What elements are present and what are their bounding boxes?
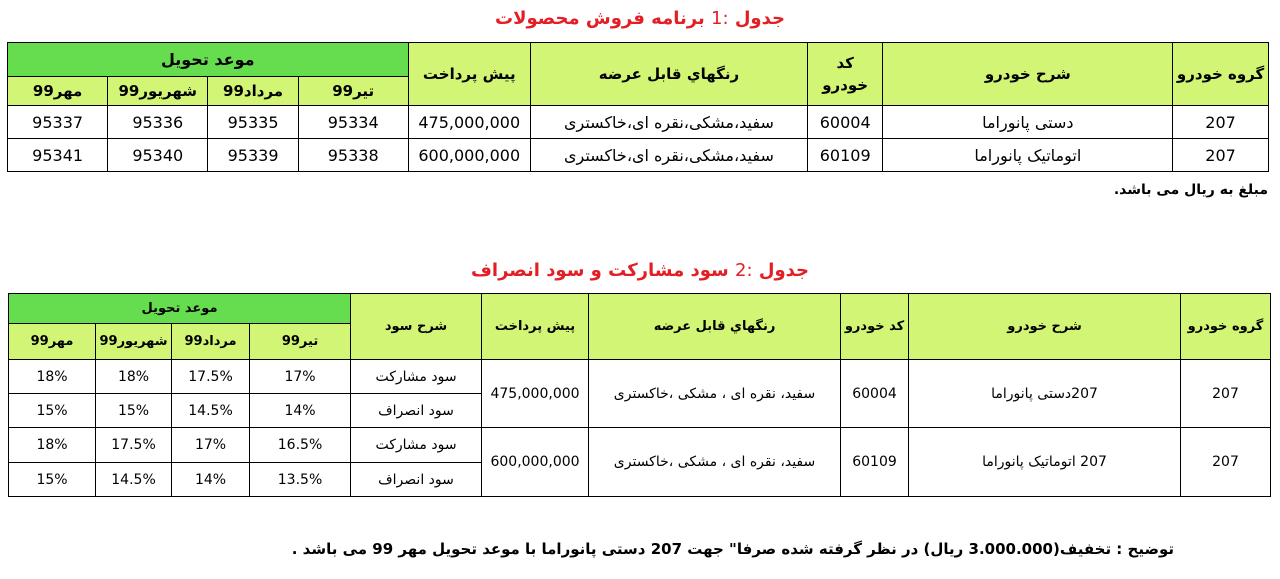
cell-colors: سفید، نقره ای ، مشکی ،خاکستری (589, 428, 841, 497)
cell-percent: 13.5% (250, 463, 351, 497)
cell-month-value: 95336 (108, 106, 208, 139)
cell-percent: 18% (9, 428, 96, 463)
header-prepayment: پیش پرداخت (408, 43, 530, 106)
header-car-description: شرح خودرو (883, 43, 1173, 106)
header-profit-description: شرح سود (351, 294, 482, 360)
table1-title (0, 8, 1280, 29)
cell-percent: 15% (9, 394, 96, 428)
table2-title (0, 260, 1280, 281)
header-month-tir: تیر99 (250, 324, 351, 360)
cell-group: 207 (1173, 139, 1269, 172)
header-car-code: کد خودرو (841, 294, 909, 360)
header-car-code-line1: کد (836, 54, 854, 72)
table-row (9, 360, 1271, 394)
cell-colors: سفید،مشکی،نقره ای،خاکستری (530, 139, 807, 172)
cell-profit-label: سود انصراف (351, 394, 482, 428)
cell-prepayment: 475,000,000 (482, 360, 589, 428)
cell-percent: 16.5% (250, 428, 351, 463)
header-car-group: گروه خودرو (1181, 294, 1271, 360)
cell-group: 207 (1173, 106, 1269, 139)
table2-title-text: سود مشارکت و سود انصراف (470, 260, 729, 281)
cell-percent: 17.5% (172, 360, 250, 394)
table-row (9, 428, 1271, 463)
cell-month-value: 95334 (298, 106, 408, 139)
cell-profit-label: سود انصراف (351, 463, 482, 497)
profit-table (8, 293, 1271, 497)
cell-group: 207 (1181, 360, 1271, 428)
header-car-code (807, 43, 883, 106)
sales-program-table (7, 42, 1269, 172)
header-available-colors: رنگهاي قابل عرضه (589, 294, 841, 360)
cell-month-value: 95341 (8, 139, 108, 172)
cell-percent: 17% (172, 428, 250, 463)
header-month-mordad: مرداد99 (208, 77, 299, 106)
header-car-group: گروه خودرو (1173, 43, 1269, 106)
cell-profit-label: سود مشارکت (351, 428, 482, 463)
cell-month-value: 95335 (208, 106, 299, 139)
cell-group: 207 (1181, 428, 1271, 497)
cell-percent: 17.5% (96, 428, 172, 463)
header-delivery-date: موعد تحویل (9, 294, 351, 324)
header-available-colors: رنگهاي قابل عرضه (530, 43, 807, 106)
cell-prepayment: 600,000,000 (408, 139, 530, 172)
cell-month-value: 95337 (8, 106, 108, 139)
cell-code: 60004 (807, 106, 883, 139)
cell-percent: 15% (96, 394, 172, 428)
header-delivery-date: موعد تحویل (8, 43, 409, 77)
table1-title-number: 1: (711, 8, 729, 29)
header-month-mehr: مهر99 (9, 324, 96, 360)
table-row (8, 106, 1269, 139)
table-row (8, 139, 1269, 172)
cell-colors: سفید، نقره ای ، مشکی ،خاکستری (589, 360, 841, 428)
header-car-code-line2: خودرو (822, 76, 869, 94)
cell-month-value: 95339 (208, 139, 299, 172)
header-month-mehr: مهر99 (8, 77, 108, 106)
cell-percent: 14.5% (96, 463, 172, 497)
cell-prepayment: 475,000,000 (408, 106, 530, 139)
cell-code: 60109 (807, 139, 883, 172)
table2-title-number: 2: (735, 260, 753, 281)
cell-month-value: 95338 (298, 139, 408, 172)
cell-percent: 17% (250, 360, 351, 394)
header-month-shahrivar: شهریور99 (96, 324, 172, 360)
discount-note: توضیح : تخفیف(3.000.000 ریال) در نظر گرفته شده صرفا" جهت 207 دستی پانوراما با موعد تحویل مهر 99 می باشد . (291, 540, 1174, 558)
cell-prepayment: 600,000,000 (482, 428, 589, 497)
cell-description: 207 اتوماتیک پانوراما (909, 428, 1181, 497)
cell-description: 207دستی پانوراما (909, 360, 1181, 428)
cell-code: 60004 (841, 360, 909, 428)
currency-note: مبلغ به ریال می باشد. (1113, 182, 1268, 198)
cell-percent: 18% (9, 360, 96, 394)
header-month-mordad: مرداد99 (172, 324, 250, 360)
header-car-description: شرح خودرو (909, 294, 1181, 360)
header-month-shahrivar: شهریور99 (108, 77, 208, 106)
cell-description: دستی پانوراما (883, 106, 1173, 139)
cell-code: 60109 (841, 428, 909, 497)
table2-title-prefix: جدول (758, 260, 810, 281)
cell-month-value: 95340 (108, 139, 208, 172)
table1-title-prefix: جدول (734, 8, 785, 29)
cell-percent: 18% (96, 360, 172, 394)
cell-colors: سفید،مشکی،نقره ای،خاکستری (530, 106, 807, 139)
cell-percent: 14% (172, 463, 250, 497)
cell-description: اتوماتیک پانوراما (883, 139, 1173, 172)
table1-title-text: برنامه فروش محصولات (495, 8, 705, 29)
cell-percent: 15% (9, 463, 96, 497)
cell-percent: 14.5% (172, 394, 250, 428)
header-prepayment: پیش پرداخت (482, 294, 589, 360)
cell-percent: 14% (250, 394, 351, 428)
header-month-tir: تیر99 (298, 77, 408, 106)
cell-profit-label: سود مشارکت (351, 360, 482, 394)
